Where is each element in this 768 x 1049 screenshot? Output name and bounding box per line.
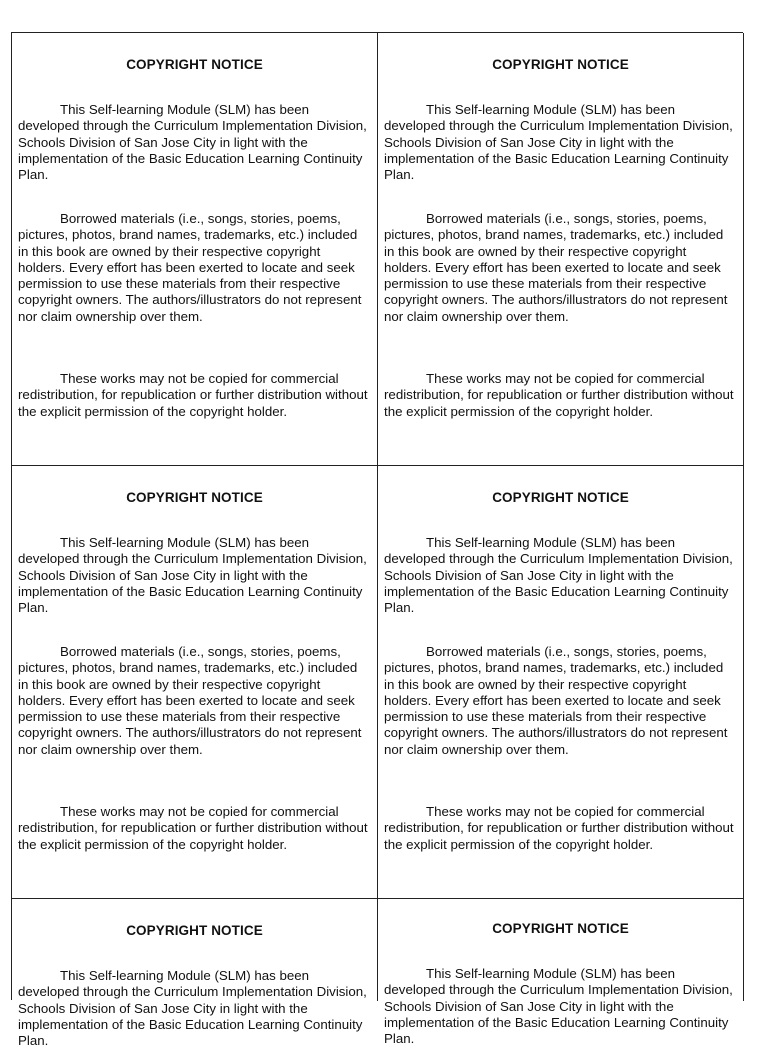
notice-paragraph-development: This Self-learning Module (SLM) has been developed through the Curriculum Implementation Division, Schools Division of San Jose City in light with the implementation of the Basic Education Learning Continuity Plan. — [18, 102, 367, 183]
notice-paragraph-development: This Self-learning Module (SLM) has been developed through the Curriculum Implementation Division, Schools Division of San Jose City in light with the implementation of the Basic Education Learning Continuity Plan. — [384, 535, 733, 616]
notice-title: COPYRIGHT NOTICE — [126, 57, 263, 72]
notice-card — [378, 33, 744, 466]
copyright-notice-sheet — [11, 32, 743, 1049]
notice-card-partial — [12, 899, 378, 1049]
notice-paragraph-borrowed-materials: Borrowed materials (i.e., songs, stories, poems, pictures, photos, brand names, trademarks, etc.) included in this book are owned by their respective copyright holders. Every effort has been exerted to locate and seek permission to use these materials from their respective copyright owners. The authors/illustrators do not represent nor claim ownership over them. — [384, 644, 728, 757]
notice-paragraph-borrowed-materials: Borrowed materials (i.e., songs, stories, poems, pictures, photos, brand names, trademarks, etc.) included in this book are owned by their respective copyright holders. Every effort has been exerted to locate and seek permission to use these materials from their respective copyright owners. The authors/illustrators do not represent nor claim ownership over them. — [384, 211, 728, 324]
notice-title: COPYRIGHT NOTICE — [126, 923, 263, 938]
notice-title: COPYRIGHT NOTICE — [492, 57, 629, 72]
notice-paragraph-redistribution: These works may not be copied for commercial redistribution, for republication or further distribution without the explicit permission of the copyright holder. — [384, 371, 734, 419]
notice-paragraph-development: This Self-learning Module (SLM) has been developed through the Curriculum Implementation Division, Schools Division of San Jose City in light with the implementation of the Basic Education Learning Continuity Plan. — [18, 968, 367, 1049]
notice-card — [378, 466, 744, 899]
notice-paragraph-redistribution: These works may not be copied for commercial redistribution, for republication or further distribution without the explicit permission of the copyright holder. — [384, 804, 734, 852]
notice-title: COPYRIGHT NOTICE — [492, 921, 629, 936]
notice-card — [12, 466, 378, 899]
notice-paragraph-redistribution: These works may not be copied for commercial redistribution, for republication or further distribution without the explicit permission of the copyright holder. — [18, 371, 368, 419]
notice-title: COPYRIGHT NOTICE — [492, 490, 629, 505]
notice-paragraph-development: This Self-learning Module (SLM) has been developed through the Curriculum Implementation Division, Schools Division of San Jose City in light with the implementation of the Basic Education Learning Continuity Plan. — [18, 535, 367, 616]
notice-paragraph-development: This Self-learning Module (SLM) has been developed through the Curriculum Implementation Division, Schools Division of San Jose City in light with the implementation of the Basic Education Learning Continuity Plan. — [384, 102, 733, 183]
notice-title: COPYRIGHT NOTICE — [126, 490, 263, 505]
notice-paragraph-development: This Self-learning Module (SLM) has been developed through the Curriculum Implementation Division, Schools Division of San Jose City in light with the implementation of the Basic Education Learning Continuity Plan. — [384, 966, 733, 1047]
notice-card — [12, 33, 378, 466]
notice-card-partial — [378, 899, 744, 1047]
notice-paragraph-redistribution: These works may not be copied for commercial redistribution, for republication or further distribution without the explicit permission of the copyright holder. — [18, 804, 368, 852]
notice-paragraph-borrowed-materials: Borrowed materials (i.e., songs, stories, poems, pictures, photos, brand names, trademarks, etc.) included in this book are owned by their respective copyright holders. Every effort has been exerted to locate and seek permission to use these materials from their respective copyright owners. The authors/illustrators do not represent nor claim ownership over them. — [18, 644, 362, 757]
notice-paragraph-borrowed-materials: Borrowed materials (i.e., songs, stories, poems, pictures, photos, brand names, trademarks, etc.) included in this book are owned by their respective copyright holders. Every effort has been exerted to locate and seek permission to use these materials from their respective copyright owners. The authors/illustrators do not represent nor claim ownership over them. — [18, 211, 362, 324]
